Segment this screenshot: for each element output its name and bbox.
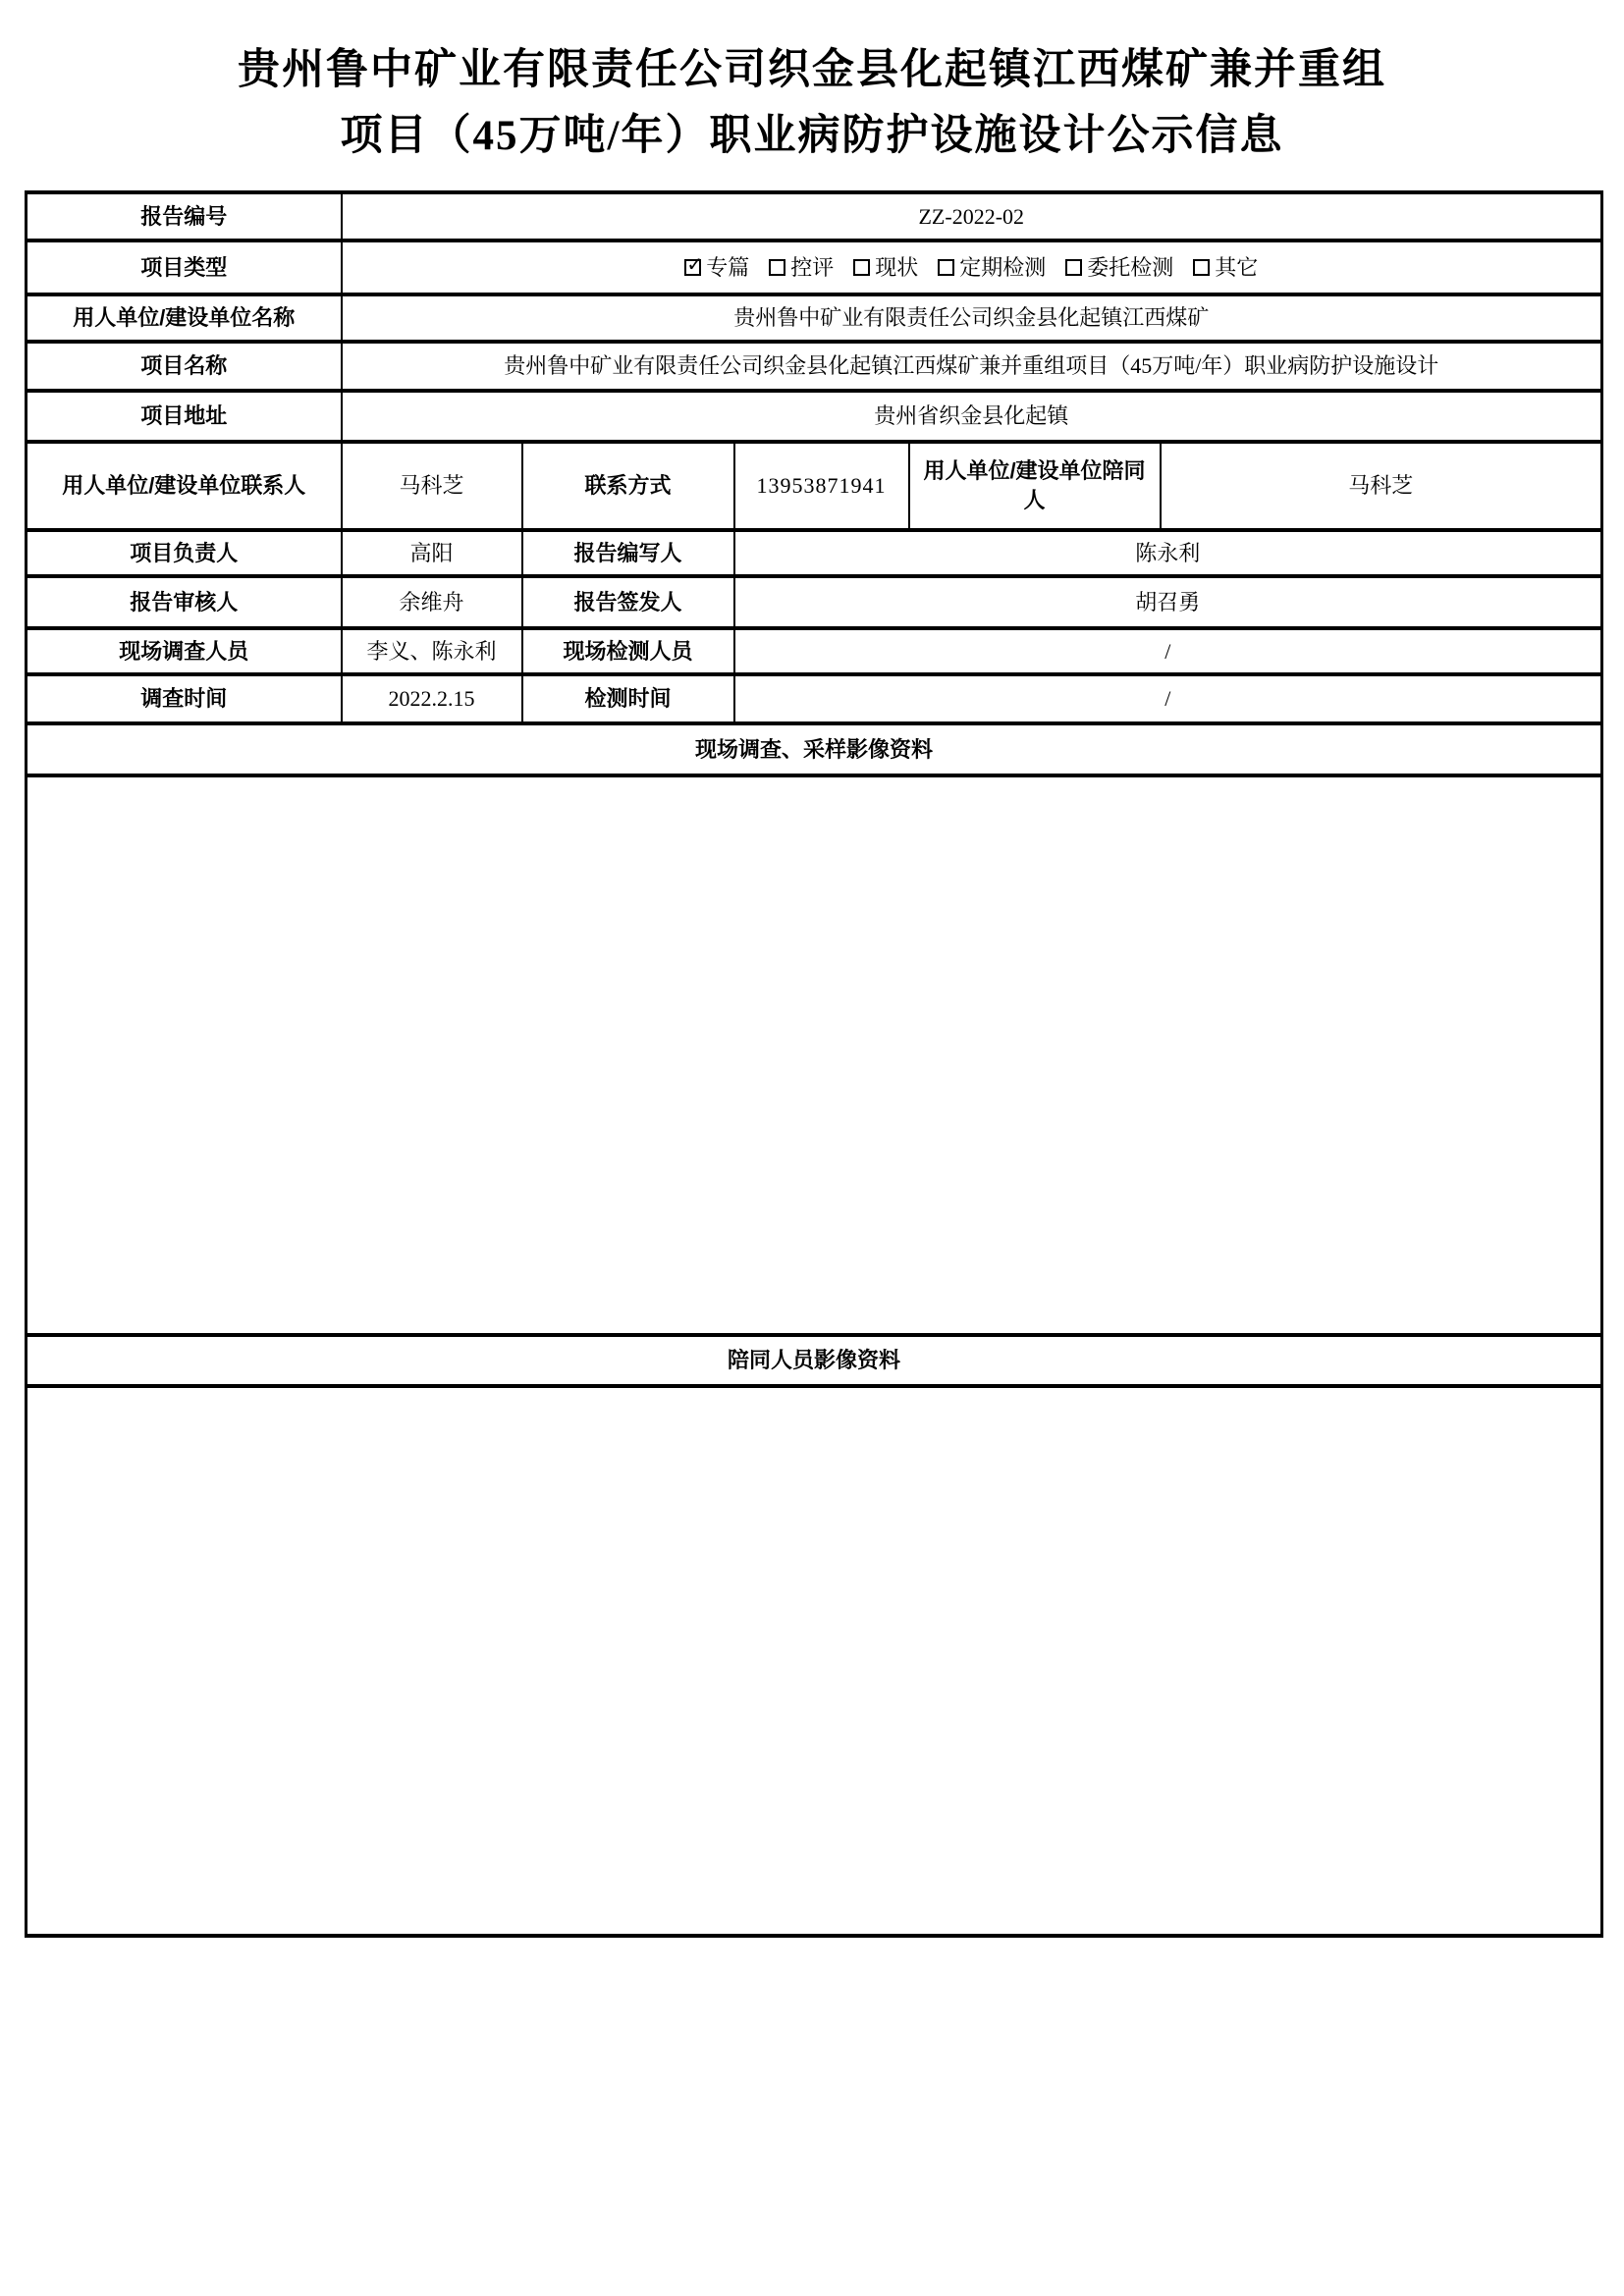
project-type-option-label: 控评 [790,254,835,280]
report-info-table [25,190,1603,1938]
survey-time-label: 调查时间 [27,674,342,723]
checkbox-checked-icon[interactable] [684,252,703,276]
site-photos-area [27,775,1602,1335]
checkbox-unchecked-icon[interactable] [769,259,785,276]
escort-photos-header: 陪同人员影像资料 [27,1335,1602,1386]
testers-value: / [734,628,1602,674]
table-row-escort-photos [27,1386,1602,1936]
table-row-contact [27,442,1602,530]
checkbox-unchecked-icon[interactable] [1065,259,1082,276]
contact-label: 用人单位/建设单位联系人 [27,442,342,530]
project-type-option-label: 专篇 [706,254,750,280]
writer-value: 陈永利 [734,530,1602,576]
reviewer-value: 余维舟 [342,576,522,628]
project-type-label: 项目类型 [27,240,342,294]
table-row-employer-name [27,294,1602,342]
page-title-line2: 项目（45万吨/年）职业病防护设施设计公示信息 [340,113,1284,159]
table-row-project-type [27,240,1602,294]
project-type-option[interactable] [1193,253,1258,283]
project-type-option[interactable] [853,253,918,283]
checkbox-unchecked-icon[interactable] [853,259,870,276]
project-type-options [349,253,1596,283]
report-no-value: ZZ-2022-02 [342,192,1602,240]
escort-label: 用人单位/建设单位陪同人 [909,442,1161,530]
phone-value: 13953871941 [734,442,909,530]
project-type-option-label: 定期检测 [959,254,1047,280]
check-mark-icon: ✓ [686,252,703,276]
survey-time-value: 2022.2.15 [342,674,522,723]
table-row-survey-time [27,674,1602,723]
table-row-reviewer [27,576,1602,628]
employer-name-label: 用人单位/建设单位名称 [27,294,342,342]
table-row-project-address [27,391,1602,442]
phone-label: 联系方式 [522,442,734,530]
test-time-label: 检测时间 [522,674,734,723]
leader-label: 项目负责人 [27,530,342,576]
project-type-option[interactable] [938,253,1046,283]
table-row-leader [27,530,1602,576]
table-row-report-no [27,192,1602,240]
escort-value: 马科芝 [1161,442,1602,530]
project-name-label: 项目名称 [27,342,342,391]
checkbox-unchecked-icon[interactable] [938,259,954,276]
table-row-investigators [27,628,1602,674]
employer-name-value: 贵州鲁中矿业有限责任公司织金县化起镇江西煤矿 [342,294,1602,342]
escort-photos-area [27,1386,1602,1936]
project-type-option-label: 现状 [875,254,919,280]
project-type-option-label: 委托检测 [1087,254,1174,280]
project-type-options-cell [342,240,1602,294]
test-time-value: / [734,674,1602,723]
project-address-label: 项目地址 [27,391,342,442]
page-title [0,0,1624,169]
issuer-value: 胡召勇 [734,576,1602,628]
checkbox-unchecked-icon[interactable] [1193,259,1210,276]
project-type-option[interactable] [1065,253,1173,283]
writer-label: 报告编写人 [522,530,734,576]
table-row-site-photos [27,775,1602,1335]
contact-value: 马科芝 [342,442,522,530]
issuer-label: 报告签发人 [522,576,734,628]
project-type-option-label: 其它 [1215,254,1259,280]
page-title-line1: 贵州鲁中矿业有限责任公司织金县化起镇江西煤矿兼并重组 [238,47,1386,93]
site-photos-header: 现场调查、采样影像资料 [27,723,1602,775]
table-row-escort-photos-header [27,1335,1602,1386]
project-type-option[interactable] [684,253,749,283]
leader-value: 高阳 [342,530,522,576]
table-row-site-photos-header [27,723,1602,775]
reviewer-label: 报告审核人 [27,576,342,628]
testers-label: 现场检测人员 [522,628,734,674]
investigators-label: 现场调查人员 [27,628,342,674]
project-name-value: 贵州鲁中矿业有限责任公司织金县化起镇江西煤矿兼并重组项目（45万吨/年）职业病防护设施设计 [342,342,1602,391]
investigators-value: 李义、陈永利 [342,628,522,674]
project-address-value: 贵州省织金县化起镇 [342,391,1602,442]
project-type-option[interactable] [769,253,834,283]
report-no-label: 报告编号 [27,192,342,240]
table-row-project-name [27,342,1602,391]
